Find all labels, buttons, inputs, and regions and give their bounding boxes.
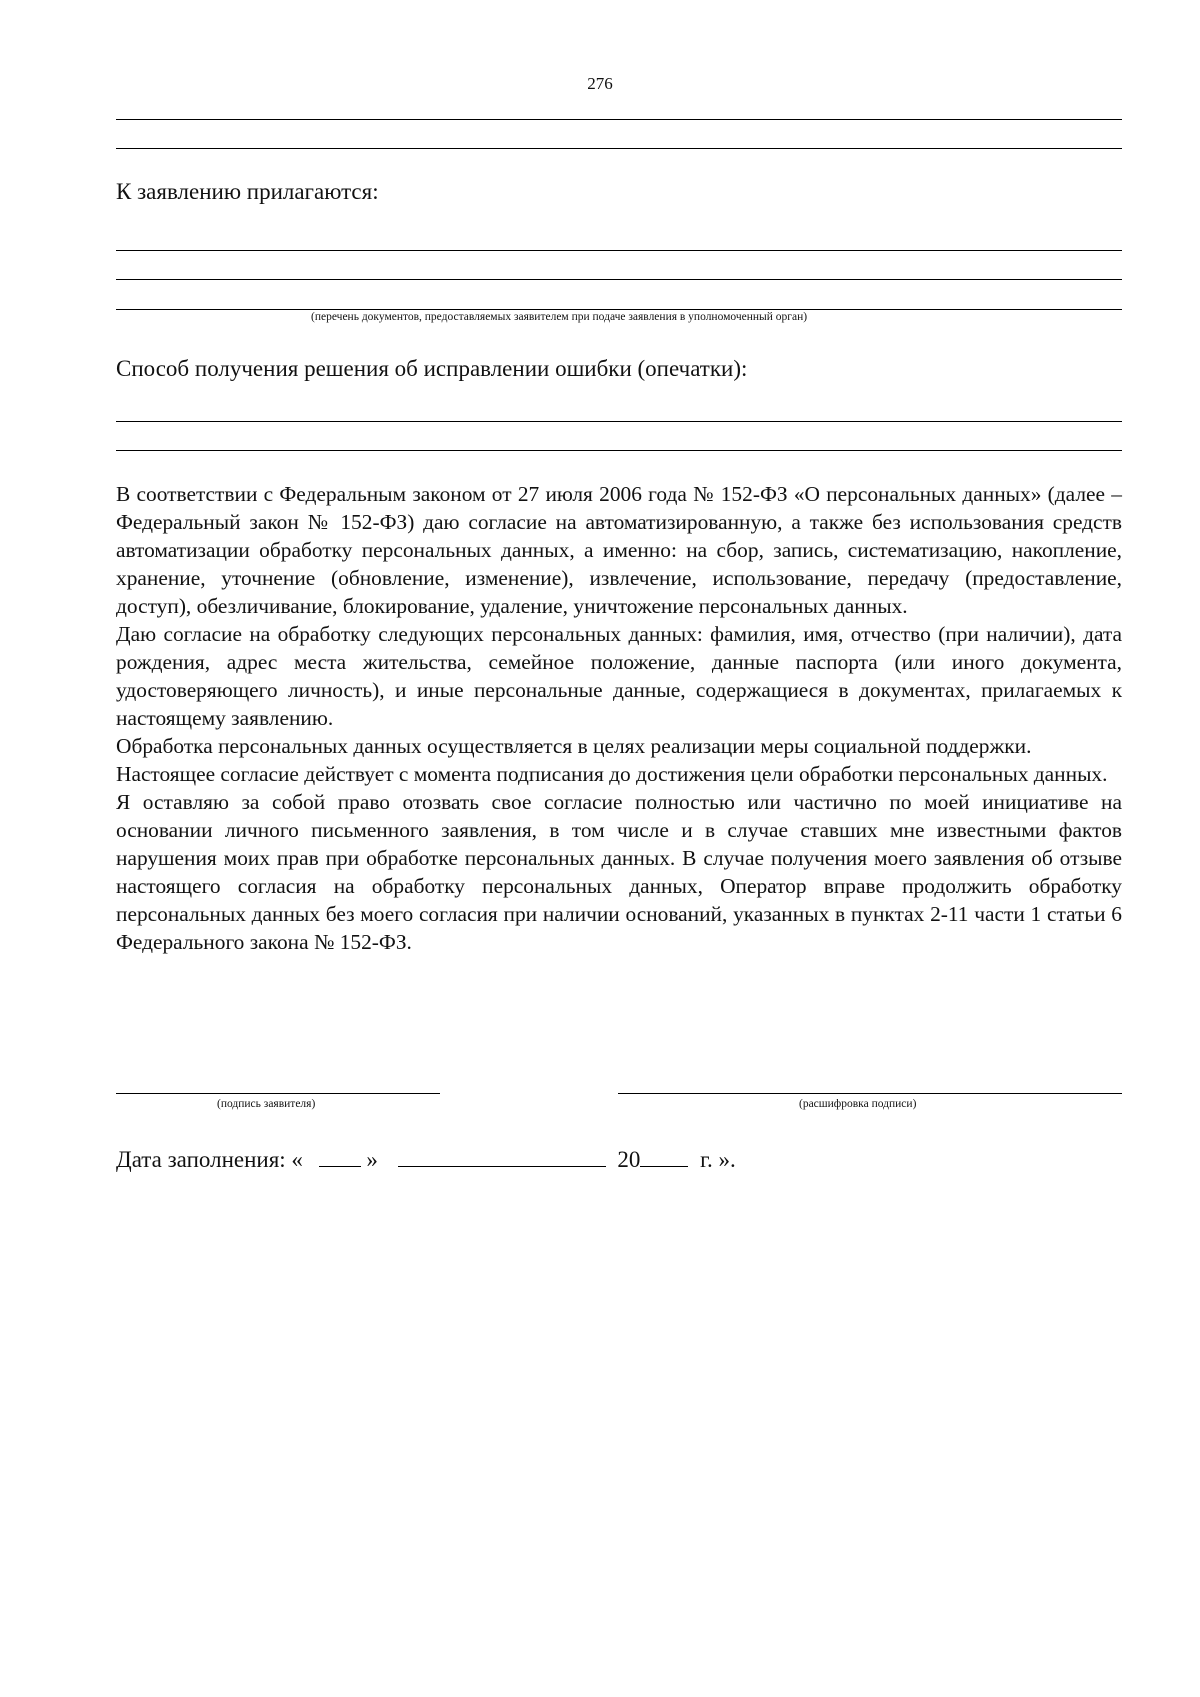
fill-date-month-field[interactable]	[398, 1144, 606, 1167]
fill-date-year-field[interactable]	[640, 1144, 688, 1167]
fill-date-row	[116, 1144, 736, 1173]
receipt-method-label: Способ получения решения об исправлении ошибки (опечатки):	[116, 356, 748, 381]
consent-text	[116, 480, 1122, 956]
receipt-method-line-1[interactable]	[116, 421, 1122, 422]
blank-line[interactable]	[116, 148, 1122, 149]
attachments-line-2[interactable]	[116, 279, 1122, 280]
fill-date-label: Дата заполнения: «	[116, 1147, 303, 1172]
consent-paragraph-4: Настоящее согласие действует с момента подписания до достижения цели обработки персональных данных.	[116, 762, 1108, 786]
page-number: 276	[587, 74, 613, 93]
attachments-line-3[interactable]	[116, 309, 1122, 310]
fill-date-day-field[interactable]	[319, 1144, 361, 1167]
receipt-method-line-2[interactable]	[116, 450, 1122, 451]
fill-date-quote-close: »	[366, 1147, 378, 1172]
consent-paragraph-5: Я оставляю за собой право отозвать свое согласие полностью или частично по моей инициативе на основании личного письменного заявления, в том числе и в случае ставших мне известными фактов нарушения моих прав при обработке персональных данных. В случае получения моего заявления об отзыве настоящего согласия на обработку персональных данных, Оператор вправе продолжить обработку персональных данных без моего согласия при наличии оснований, указанных в пунктах 2-11 части 1 статьи 6 Федерального закона № 152-ФЗ.	[116, 790, 1122, 954]
attachments-label: К заявлению прилагаются:	[116, 179, 379, 204]
fill-date-year-prefix: 20	[617, 1147, 641, 1172]
applicant-signature-caption: (подпись заявителя)	[217, 1098, 316, 1110]
applicant-signature-line[interactable]	[116, 1093, 440, 1094]
consent-paragraph-1: В соответствии с Федеральным законом от 27 июля 2006 года № 152-ФЗ «О персональных данных» (далее – Федеральный закон № 152-ФЗ) даю согласие на автоматизированную, а также без использования средств автоматизации обработку персональных данных, а именно: на сбор, запись, систематизацию, накопление, хранение, уточнение (обновление, изменение), извлечение, использование, передачу (предоставление, доступ), обезличивание, блокирование, удаление, уничтожение персональных данных.	[116, 482, 1122, 618]
signature-transcript-line[interactable]	[618, 1093, 1122, 1094]
consent-paragraph-3: Обработка персональных данных осуществляется в целях реализации меры социальной поддержки.	[116, 734, 1032, 758]
fill-date-year-suffix: г. ».	[700, 1147, 736, 1172]
consent-paragraph-2: Даю согласие на обработку следующих персональных данных: фамилия, имя, отчество (при наличии), дата рождения, адрес места жительства, семейное положение, данные паспорта (или иного документа, удостоверяющего личность), и иные персональные данные, содержащиеся в документах, прилагаемых к настоящему заявлению.	[116, 622, 1122, 730]
attachments-line-1[interactable]	[116, 250, 1122, 251]
blank-line[interactable]	[116, 119, 1122, 120]
signature-transcript-caption: (расшифровка подписи)	[799, 1098, 917, 1110]
attachments-caption: (перечень документов, предоставляемых заявителем при подаче заявления в уполномоченный орган)	[311, 311, 808, 323]
